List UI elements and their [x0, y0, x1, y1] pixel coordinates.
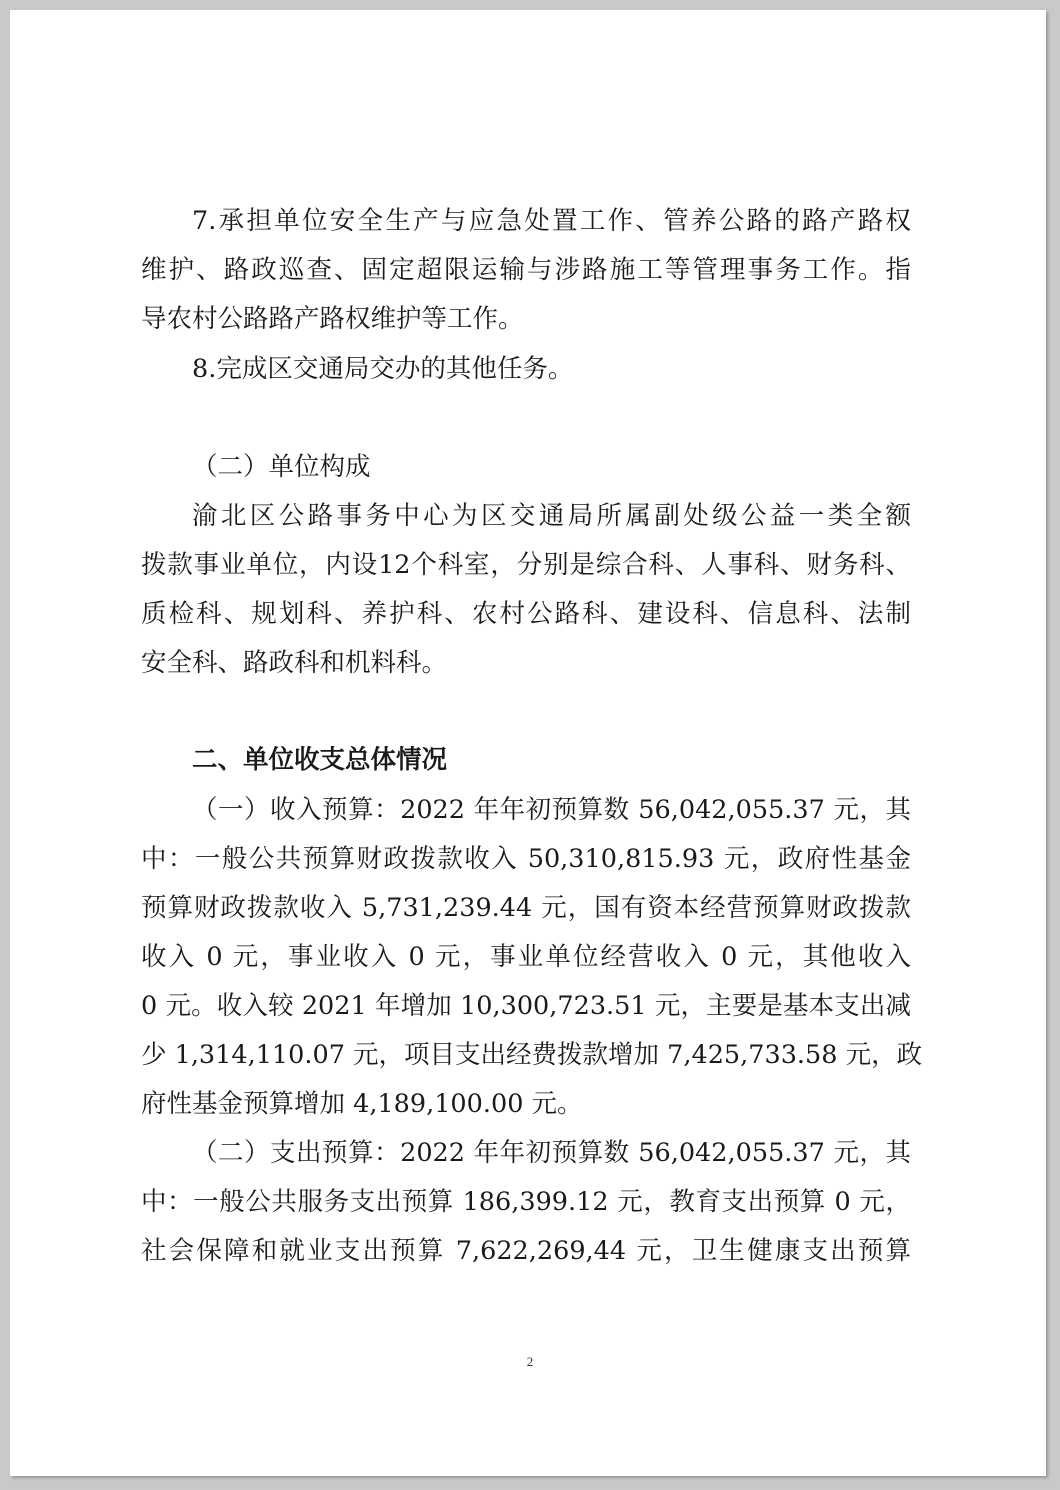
section-heading: 二、单位收支总体情况 — [192, 745, 448, 775]
paragraph-line: 0 元。收入较 2021 年增加 10,300,723.51 元，主要是基本支出减 — [141, 991, 911, 1021]
paragraph-line: 安全科、路政科和机料科。 — [141, 648, 448, 678]
page-number: 2 — [526, 1354, 534, 1369]
paragraph-line: 维护、路政巡查、固定超限运输与涉路施工等管理事务工作。指 — [141, 255, 911, 285]
paragraph-line: 少 1,314,110.07 元，项目支出经费拨款增加 7,425,733.58 元，政 — [141, 1040, 923, 1070]
paragraph-line: 渝北区公路事务中心为区交通局所属副处级公益一类全额 — [192, 501, 911, 531]
paragraph-line: 中：一般公共服务支出预算 186,399.12 元，教育支出预算 0 元， — [141, 1187, 911, 1217]
paragraph-line: 7.承担单位安全生产与应急处置工作、管养公路的路产路权 — [192, 206, 911, 236]
paragraph-line: 中：一般公共预算财政拨款收入 50,310,815.93 元，政府性基金 — [141, 844, 911, 874]
paragraph-line: 预算财政拨款收入 5,731,239.44 元，国有资本经营预算财政拨款 — [141, 893, 911, 923]
paragraph-line: （二）支出预算：2022 年年初预算数 56,042,055.37 元，其 — [192, 1138, 911, 1168]
paragraph-line: （一）收入预算：2022 年年初预算数 56,042,055.37 元，其 — [192, 795, 911, 825]
paragraph-line: 拨款事业单位，内设12个科室，分别是综合科、人事科、财务科、 — [141, 550, 911, 580]
paragraph-line: 社会保障和就业支出预算 7,622,269,44 元，卫生健康支出预算 — [141, 1236, 911, 1266]
subsection-title: （二）单位构成 — [192, 452, 371, 482]
paragraph-line: 导农村公路路产路权维护等工作。 — [141, 304, 524, 334]
paragraph-line: 质检科、规划科、养护科、农村公路科、建设科、信息科、法制 — [141, 599, 911, 629]
paragraph-line: 府性基金预算增加 4,189,100.00 元。 — [141, 1089, 583, 1119]
paragraph-line: 8.完成区交通局交办的其他任务。 — [192, 354, 574, 384]
paragraph-line: 收入 0 元，事业收入 0 元，事业单位经营收入 0 元，其他收入 — [141, 942, 911, 972]
